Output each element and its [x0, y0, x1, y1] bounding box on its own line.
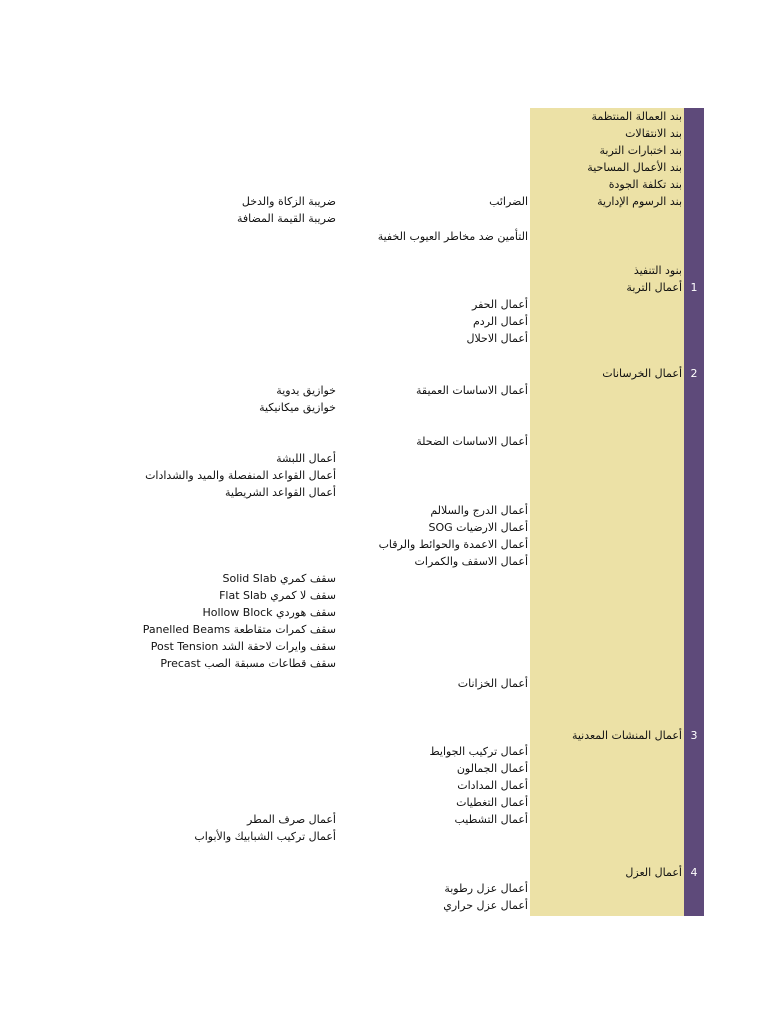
section-number: 3	[690, 729, 698, 742]
finishing-item: أعمال تركيب الشبابيك والأبواب	[194, 830, 336, 843]
tax-item: ضريبة الزكاة والدخل	[241, 195, 336, 208]
steel-item: أعمال المدادات	[457, 779, 528, 792]
shallow-foundations: أعمال الاساسات الضحلة	[416, 435, 528, 448]
concrete-item: أعمال الاسقف والكمرات	[414, 555, 528, 568]
pile-item: خوازيق يدوية	[276, 384, 336, 397]
tax-item: ضريبة القيمة المضافة	[236, 212, 336, 225]
taxes-label: الضرائب	[489, 195, 528, 208]
section-number: 4	[690, 866, 698, 879]
section-title: أعمال المنشات المعدنية	[571, 729, 682, 742]
header-item: بند تكلفة الجودة	[608, 178, 682, 191]
concrete-item: أعمال الاعمدة والحوائط والرقاب	[378, 538, 528, 551]
header-item: بند العمالة المنتظمة	[591, 110, 682, 123]
insulation-item: أعمال عزل رطوبة	[444, 882, 528, 895]
steel-item: أعمال التغطيات	[456, 796, 528, 809]
steel-item: أعمال الجمالون	[456, 762, 528, 775]
steel-item: أعمال تركيب الجوايط	[429, 745, 528, 758]
pile-item: خوازيق ميكانيكية	[259, 401, 336, 414]
header-item: بند اختبارات التربة	[599, 144, 682, 157]
section-number: 2	[690, 367, 698, 380]
slab-item: سقف هوردي Hollow Block	[202, 606, 336, 619]
shallow-item: أعمال القواعد الشريطية	[225, 486, 336, 499]
header-item: بند الانتقالات	[625, 127, 682, 140]
soil-item: أعمال الاحلال	[466, 332, 528, 345]
execution-title: بنود التنفيذ	[633, 264, 682, 277]
header-item: بند الرسوم الإدارية	[597, 195, 682, 208]
section-title: أعمال العزل	[625, 866, 682, 879]
tanks-label: أعمال الخزانات	[457, 677, 528, 690]
section-number: 1	[690, 281, 698, 294]
slab-item: سقف قطاعات مسبقة الصب Precast	[160, 657, 336, 670]
slab-item: سقف كمري Solid Slab	[222, 572, 336, 585]
slab-item: سقف لا كمري Flat Slab	[219, 589, 336, 602]
slab-item: سقف وايرات لاحقة الشد Post Tension	[150, 640, 336, 653]
column-highlight-yellow	[530, 108, 684, 916]
concrete-item: أعمال الدرج والسلالم	[430, 504, 528, 517]
soil-item: أعمال الحفر	[472, 298, 528, 311]
concrete-item: أعمال الارضيات SOG	[428, 521, 528, 534]
header-item: بند الأعمال المساحية	[587, 161, 682, 174]
section-title: أعمال الخرسانات	[602, 367, 682, 380]
soil-item: أعمال الردم	[472, 315, 528, 328]
deep-foundations: أعمال الاساسات العميقة	[416, 384, 528, 397]
steel-item: أعمال التشطيب	[454, 813, 528, 826]
insurance-label: التأمين ضد مخاطر العيوب الخفية	[377, 230, 528, 243]
insulation-item: أعمال عزل حراري	[443, 899, 528, 912]
shallow-item: أعمال اللبشة	[276, 452, 336, 465]
column-highlight-purple	[684, 108, 704, 916]
finishing-item: أعمال صرف المطر	[247, 813, 336, 826]
section-title: أعمال التربة	[626, 281, 682, 294]
shallow-item: أعمال القواعد المنفصلة والميد والشدادات	[145, 469, 336, 482]
slab-item: سقف كمرات متقاطعة Panelled Beams	[142, 623, 336, 636]
